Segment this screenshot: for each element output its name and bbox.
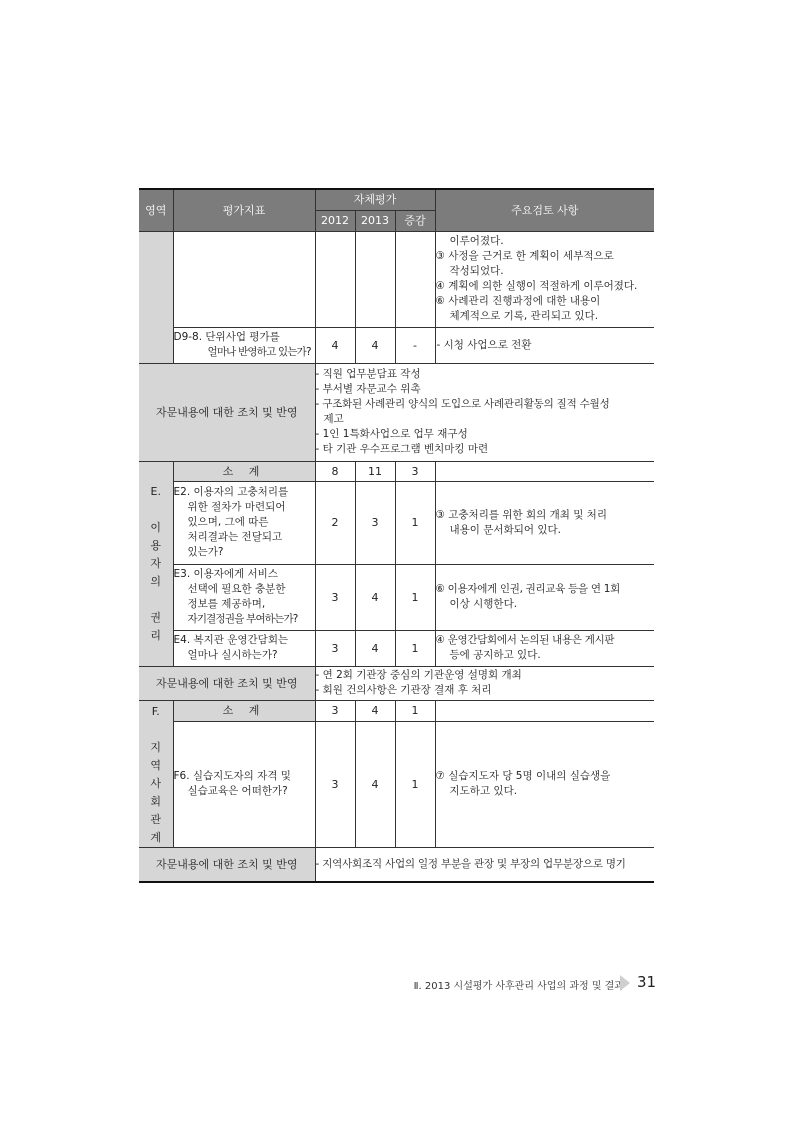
subtotal-label-e: 소 계 bbox=[173, 461, 315, 481]
d9-2013: 4 bbox=[355, 327, 395, 363]
page-number: 31 bbox=[637, 973, 657, 991]
f6-2012: 3 bbox=[315, 722, 355, 847]
d9-notes: - 시청 사업으로 전환 bbox=[435, 327, 654, 363]
consult-line: - 1인 1특화사업으로 업무 재구성 bbox=[315, 428, 468, 440]
e-subtotal-change: 3 bbox=[395, 461, 435, 481]
indicator-line: E4. 복지관 운영간담회는 bbox=[173, 634, 289, 646]
notes-line: ⑥ 이용자에게 인권, 권리교육 등을 연 1회 bbox=[435, 583, 620, 595]
e3-change: 1 bbox=[395, 564, 435, 630]
indicator-line: 있는가? bbox=[187, 546, 224, 558]
header-2012: 2012 bbox=[315, 210, 355, 231]
area-label-char bbox=[139, 591, 173, 609]
e3-2012: 3 bbox=[315, 564, 355, 630]
consult-label-f: 자문내용에 대한 조치 및 반영 bbox=[139, 847, 315, 882]
notes-line: ④ 운영간담회에서 논의된 내용은 게시판 bbox=[435, 634, 615, 646]
e2-2013: 3 bbox=[355, 481, 395, 564]
indicator-line: F6. 실습지도자의 자격 및 bbox=[173, 770, 291, 783]
area-label-char: E. bbox=[150, 484, 161, 498]
notes-cell-empty bbox=[435, 700, 654, 722]
consult-line: - 회원 건의사항은 기관장 결재 후 처리 bbox=[315, 684, 492, 696]
page-footer bbox=[0, 974, 794, 994]
area-label-char: 계 bbox=[150, 830, 162, 844]
f-subtotal-2013: 4 bbox=[355, 700, 395, 722]
area-label-char bbox=[139, 721, 173, 739]
e2-2012: 2 bbox=[315, 481, 355, 564]
e2-change: 1 bbox=[395, 481, 435, 564]
consult-line: - 부서별 자문교수 위촉 bbox=[315, 383, 421, 395]
consult-line: - 타 기관 우수프로그램 벤치마킹 마련 bbox=[315, 443, 489, 455]
f-subtotal-change: 1 bbox=[395, 700, 435, 722]
e4-change: 1 bbox=[395, 630, 435, 666]
consult-line: - 구조화된 사례관리 양식의 도입으로 사례관리활동의 질적 수월성 bbox=[315, 398, 610, 410]
area-label-char: 자 bbox=[150, 556, 162, 570]
e2-notes bbox=[435, 481, 654, 564]
consult-body-f bbox=[315, 847, 654, 882]
consult-line: - 직원 업무분담표 작성 bbox=[315, 368, 421, 380]
indicator-line: 처리결과는 전달되고 bbox=[187, 531, 283, 543]
d9-2012: 4 bbox=[315, 327, 355, 363]
f6-2013: 4 bbox=[355, 722, 395, 847]
indicator-line: 얼마나 반영하고 있는가? bbox=[207, 346, 311, 358]
f6-change: 1 bbox=[395, 722, 435, 847]
e-subtotal-2013: 11 bbox=[355, 461, 395, 481]
indicator-line: 있으며, 그에 따른 bbox=[187, 516, 269, 528]
indicator-e4 bbox=[173, 630, 315, 666]
f6-notes bbox=[435, 722, 654, 847]
area-cell-d bbox=[139, 231, 173, 363]
value-cell bbox=[395, 231, 435, 327]
header-change: 증감 bbox=[395, 210, 435, 231]
area-label-char: 리 bbox=[150, 628, 162, 642]
notes-line: 등에 공지하고 있다. bbox=[449, 649, 541, 661]
notes-line: 체계적으로 기록, 관리되고 있다. bbox=[449, 310, 599, 322]
consult-body-d bbox=[315, 363, 654, 461]
area-cell-e bbox=[139, 461, 173, 666]
indicator-line: 정보를 제공하며, bbox=[187, 598, 266, 610]
indicator-cell-continued bbox=[173, 231, 315, 327]
area-label-char: 사 bbox=[150, 776, 162, 790]
consult-line: 제고 bbox=[323, 413, 344, 425]
e3-2013: 4 bbox=[355, 564, 395, 630]
value-cell bbox=[355, 231, 395, 327]
area-label-char: 관 bbox=[150, 812, 162, 826]
indicator-line: E3. 이용자에게 서비스 bbox=[173, 568, 278, 580]
area-label-char: 권 bbox=[150, 610, 162, 624]
f-subtotal-2012: 3 bbox=[315, 700, 355, 722]
notes-line: ③ 고충처리를 위한 회의 개최 및 처리 bbox=[435, 508, 607, 521]
evaluation-table bbox=[139, 188, 654, 883]
area-label-char: 역 bbox=[150, 758, 162, 772]
indicator-e2 bbox=[173, 481, 315, 564]
consult-line: - 연 2회 기관장 중심의 기관운영 설명회 개최 bbox=[315, 669, 522, 681]
area-label-char: 지 bbox=[150, 740, 162, 754]
notes-line: 지도하고 있다. bbox=[449, 785, 518, 798]
indicator-line: 선택에 필요한 충분한 bbox=[187, 583, 286, 595]
footer-chapter-title: Ⅱ. 2013 시설평가 사후관리 사업의 과정 및 결과 bbox=[413, 981, 624, 992]
area-label-char: 의 bbox=[150, 574, 162, 588]
indicator-line: 위한 절차가 마련되어 bbox=[187, 501, 286, 513]
e-subtotal-2012: 8 bbox=[315, 461, 355, 481]
header-area: 영역 bbox=[139, 189, 173, 231]
indicator-d9-8 bbox=[173, 327, 315, 363]
consult-label-d: 자문내용에 대한 조치 및 반영 bbox=[139, 363, 315, 461]
header-indicator: 평가지표 bbox=[173, 189, 315, 231]
notes-line: 이상 시행한다. bbox=[449, 598, 518, 610]
subtotal-label-f: 소 계 bbox=[173, 700, 315, 722]
d9-change: - bbox=[395, 327, 435, 363]
indicator-line: 얼마나 실시하는가? bbox=[187, 649, 278, 661]
e3-notes bbox=[435, 564, 654, 630]
notes-line: ④ 계획에 의한 실행이 적절하게 이루어졌다. bbox=[435, 280, 638, 292]
notes-line: ③ 사정을 근거로 한 계획이 세부적으로 bbox=[435, 250, 614, 262]
indicator-e3 bbox=[173, 564, 315, 630]
indicator-f6 bbox=[173, 722, 315, 847]
indicator-line: 실습교육은 어떠한가? bbox=[187, 785, 288, 798]
notes-line: ⑥ 사례관리 진행과정에 대한 내용이 bbox=[435, 295, 601, 307]
indicator-line: D9-8. 단위사업 평가를 bbox=[173, 331, 280, 343]
arrow-icon bbox=[620, 975, 630, 991]
area-cell-f bbox=[139, 700, 173, 847]
area-label-char: F. bbox=[151, 704, 160, 718]
notes-line: 내용이 문서화되어 있다. bbox=[449, 523, 561, 536]
area-label-char: 용 bbox=[150, 538, 162, 552]
notes-line: ⑦ 실습지도자 당 5명 이내의 실습생을 bbox=[435, 770, 611, 783]
notes-cell-continued bbox=[435, 231, 654, 327]
area-label-char: 이 bbox=[150, 520, 162, 534]
notes-cell-empty bbox=[435, 461, 654, 481]
area-label-char: 회 bbox=[150, 794, 162, 808]
e4-2013: 4 bbox=[355, 630, 395, 666]
notes-line: 이루어졌다. bbox=[449, 235, 504, 247]
e4-notes bbox=[435, 630, 654, 666]
header-self-eval: 자체평가 bbox=[315, 189, 435, 210]
consult-body-e bbox=[315, 666, 654, 700]
notes-line: 작성되었다. bbox=[449, 265, 504, 277]
indicator-line: 자기결정권을 부여하는가? bbox=[187, 613, 298, 625]
consult-line: - 지역사회조직 사업의 일정 부분을 관장 및 부장의 업무분장으로 명기 bbox=[315, 857, 626, 870]
indicator-line: E2. 이용자의 고충처리를 bbox=[173, 486, 289, 498]
header-2013: 2013 bbox=[355, 210, 395, 231]
header-notes: 주요검토 사항 bbox=[435, 189, 654, 231]
value-cell bbox=[315, 231, 355, 327]
consult-label-e: 자문내용에 대한 조치 및 반영 bbox=[139, 666, 315, 700]
e4-2012: 3 bbox=[315, 630, 355, 666]
area-label-char bbox=[139, 501, 173, 519]
